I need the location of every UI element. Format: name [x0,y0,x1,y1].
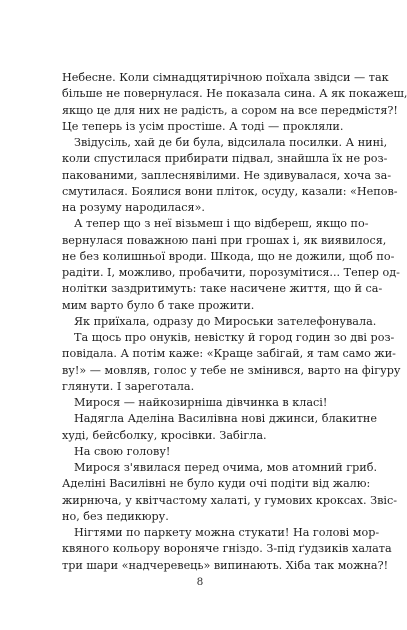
text-line: не без колишньої вроди. Шкода, що не дожили, щоб по- [62,249,395,263]
text-line: на розуму народилася». [62,201,205,214]
text-line: Нігтями по паркету можна стукати! На голові мор- [74,526,380,539]
text-line: но, без педикюру. [62,509,169,523]
text-line: ву!» — мовляв, голос у тебе не змінився, варто на фігуру [62,363,401,377]
text-line: смутилася. Боялися вони пліток, осуду, казали: «Непов- [62,184,398,198]
text-line: Аделіні Василівні не було куди очі подіти від жалю: [62,477,371,491]
text-line: нолітки заздритимуть: таке насичене життя, що й са- [62,282,383,296]
text-line: коли спустилася прибирати підвал, знайшла їх не роз- [62,152,388,166]
text-line: Мирося з'явилася перед очима, мов атомний гриб. [74,461,377,474]
text-line: пакованими, заплеснявілими. Не здивувалася, хоча за- [62,168,392,182]
page-number: 8 [196,576,204,588]
text-line: повідала. А потім каже: «Краще забігай, я там само жи- [62,347,396,361]
text-line: вернулася поважною пані при грошах і, як виявилося, [62,233,387,247]
text-line: мим варто було б таке прожити. [62,298,255,312]
text-line: глянути. І зареготала. [62,379,195,393]
text-line: якщо це для них не радість, а сором на все передмістя?! [62,103,398,117]
text-line: жирнюча, у квітчастому халаті, у гумових кроксах. Звіс- [62,493,397,507]
text-line: радіти. І, можливо, пробачити, порозумітися... Тепер од- [62,266,400,279]
text-line: більше не повернулася. Не показала сина. А як покажеш, [62,87,407,101]
text-line: три шари «надчеревець» випинають. Хіба так можна?! [62,558,389,572]
text-line: квяного кольору вороняче гніздо. З-під ґудзиків халата [62,542,392,556]
text-line: А тепер що з неї візьмеш і що відбереш, якщо по- [74,217,369,231]
text-line: худі, бейсболку, кросівки. Забігла. [62,428,267,442]
text-line: Надягла Аделіна Василівна нові джинси, блакитне [74,412,377,426]
text-line: Як приїхала, одразу до Мироськи зателефонувала. [74,314,377,328]
text-line: На свою голову! [74,444,171,458]
body-text [62,70,407,574]
text-line: Та щось про онуків, невістку й город годин зо дві роз- [74,331,395,344]
text-line: Небесне. Коли сімнадцятирічною поїхала звідси — так [62,71,389,84]
text-line: Звідусіль, хай де би була, відсилала посилки. А нині, [74,136,388,149]
text-line: Мирося — найкозирніша дівчинка в класі! [74,396,328,409]
text-line: Це теперь із усім простіше. А тоді — прокляли. [62,119,344,133]
